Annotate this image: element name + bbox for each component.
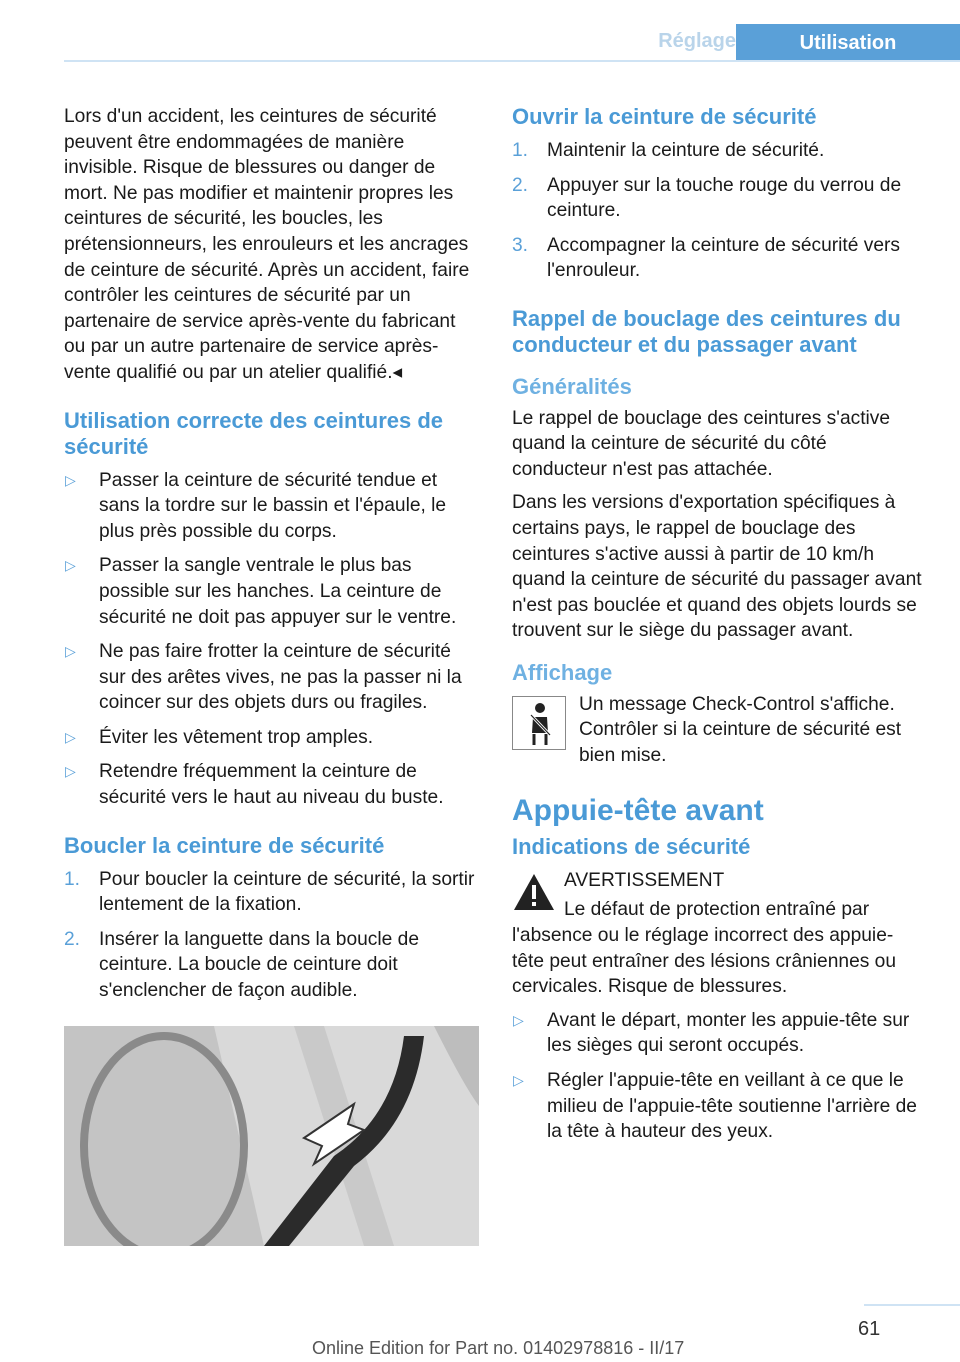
list-item: 1. Maintenir la ceinture de sécurité. (512, 140, 825, 161)
affichage-text: Un message Check-Control s'affiche. Contrôler si la ceinture de sécurité est bien mise. (579, 693, 902, 766)
tab-utilisation[interactable]: Utilisation (736, 24, 960, 62)
list-item: 1. Pour boucler la ceinture de sécurité, la sortir lentement de la fixation. (64, 868, 475, 916)
appuie-list (512, 1008, 924, 1145)
triangle-icon: ▷ (65, 763, 76, 780)
triangle-icon: ▷ (65, 728, 76, 745)
list-item: ▷ Régler l'appuie-tête en veillant à ce que le milieu de l'appuie-tête soutienne l'arrière de la tête à hauteur des yeux. (513, 1070, 917, 1143)
heading-generalites: Généralités (512, 373, 632, 399)
footer-edition: Online Edition for Part no. 01402978816 - II/17 (312, 1338, 685, 1358)
header-rule (64, 60, 960, 62)
heading-usage: Utilisation correcte des ceintures de sécurité (64, 407, 444, 459)
seatbelt-photo (64, 1026, 479, 1246)
list-item: ▷ Éviter les vêtement trop amples. (64, 725, 479, 751)
warning-triangle-icon (512, 872, 556, 912)
list-item: 2. Insérer la languette dans la boucle de ceinture. La boucle de ceinture doit s'enclencher de façon audible. (64, 928, 420, 1002)
page-number: 61 (858, 1318, 881, 1340)
list-item: ▷ Passer la ceinture de sécurité tendue et sans la tordre sur le bassin et l'épaule, le plus près possible du corps. (65, 469, 447, 542)
list-item: 3. Accompagner la ceinture de sécurité vers l'enrouleur. (512, 234, 901, 282)
heading-affichage: Affichage (512, 659, 613, 685)
list-item: ▷ Ne pas faire frotter la ceinture de sécurité sur des arêtes vives, ne pas la passer ni la coincer sur des objets durs ou fragiles. (65, 641, 462, 714)
list-item: ▷ Passer la sangle ventrale le plus bas possible sur les hanches. La ceinture de sécurité ne doit pas appuyer sur le ventre. (65, 555, 457, 628)
triangle-icon: ▷ (513, 1072, 524, 1089)
triangle-icon: ▷ (65, 557, 76, 574)
list-item: ▷ Retendre fréquemment la ceinture de sécurité vers le haut au niveau du buste. (65, 761, 444, 809)
affichage-row (512, 692, 924, 769)
list-item: 2. Appuyer sur la touche rouge du verrou de ceinture. (512, 174, 902, 222)
triangle-icon: ▷ (65, 471, 76, 488)
tab-reglage[interactable]: Réglage (658, 30, 736, 52)
list-item: ▷ Avant le départ, monter les appuie-tête sur les sièges qui seront occupés. (513, 1009, 910, 1057)
usage-list (64, 468, 479, 811)
boucler-steps (64, 867, 479, 1004)
heading-appuie-tete: Appuie-tête avant (512, 794, 764, 828)
triangle-icon: ▷ (65, 643, 76, 660)
warning-intro: Lors d'un accident, les ceintures de sécurité peuvent être endommagées de manière invisible. Risque de blessures ou danger de mort. Ne pas modifier et maintenir propres les ceintures de sécurité, les boucles, les prétensionneurs, les enrouleurs et les ancrages de ceinture de sécurité. Après un accident, faire contrôler les ceintures de sécurité par un partenaire de service après-vente du fabricant ou par un autre partenaire de service après-vente qualifié ou par un atelier qualifié.◂ (64, 106, 470, 383)
heading-rappel: Rappel de bouclage des ceintures du conducteur et du passager avant (512, 305, 901, 357)
warning-label: AVERTISSEMENT (564, 869, 725, 891)
left-column (64, 104, 479, 1246)
page-header (64, 24, 960, 62)
generalites-p1: Le rappel de bouclage des ceintures s'active quand la ceinture de sécurité du côté conducteur n'est pas attachée. (512, 407, 891, 480)
generalites-p2: Dans les versions d'exportation spécifiques à certains pays, le rappel de bouclage des ceintures s'active aussi à partir de 10 km/h quand la ceinture de sécurité du passager avant n'est pas bouclée et quand des objets lourds se trouvent sur le siège du passager avant. (512, 492, 922, 642)
right-column (512, 104, 924, 1154)
warning-text: Le défaut de protection entraîné par l'absence ou le réglage incorrect des appuie-tête peut entraîner des lésions crâniennes ou cervicales. Risque de blessures. (512, 899, 897, 998)
triangle-icon: ▷ (513, 1011, 524, 1028)
seatbelt-illustration (64, 1026, 479, 1246)
ouvrir-steps (512, 138, 924, 284)
footer-rule (864, 1304, 960, 1306)
heading-indications: Indications de sécurité (512, 833, 751, 859)
seatbelt-warning-icon (512, 696, 566, 750)
heading-ouvrir: Ouvrir la ceinture de sécurité (512, 104, 817, 129)
warning-block (512, 868, 924, 1000)
heading-boucler: Boucler la ceinture de sécurité (64, 832, 385, 858)
